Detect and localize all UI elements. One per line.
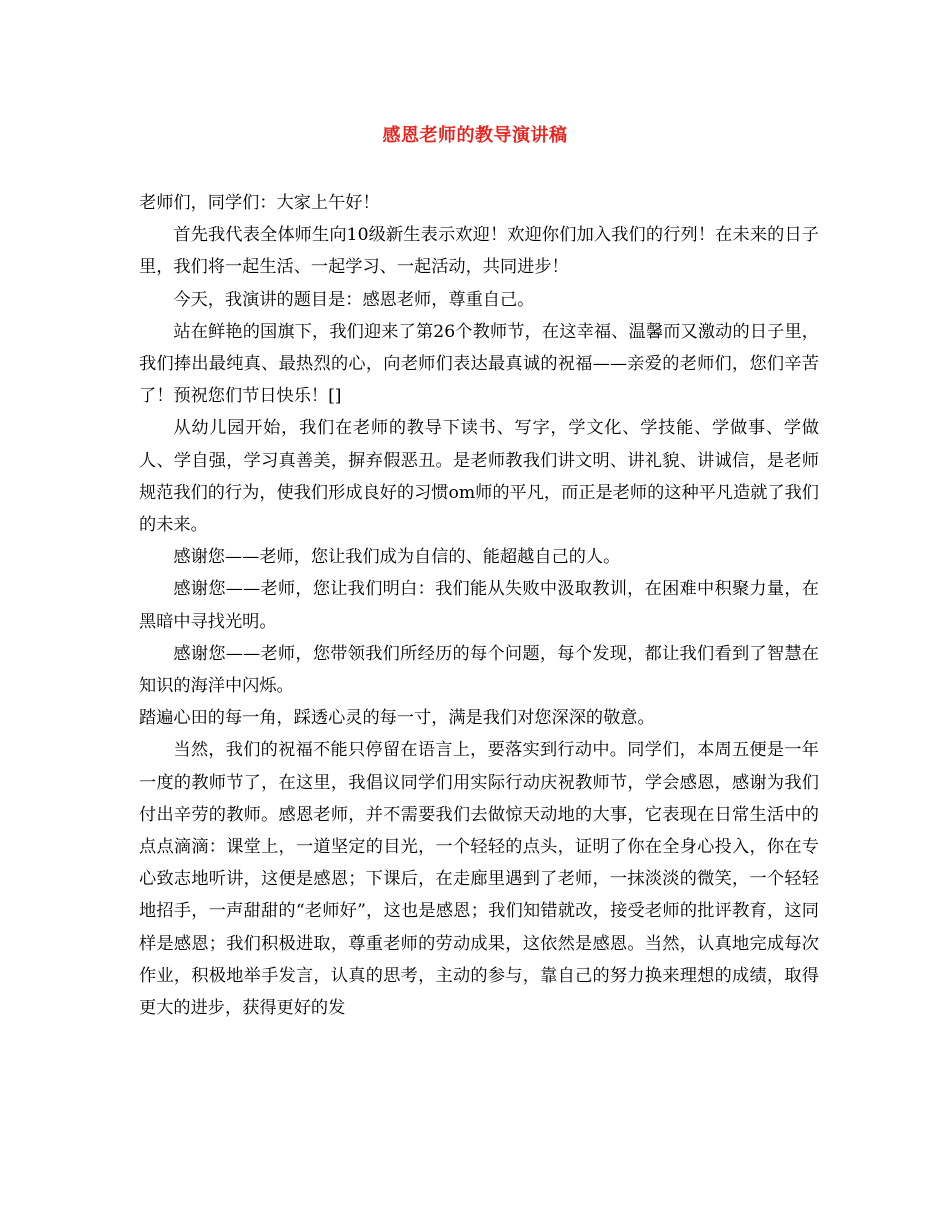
paragraph-greeting: 老师们，同学们：大家上午好！	[139, 193, 380, 213]
paragraph-teachers-day: 站在鲜艳的国旗下，我们迎来了第26个教师节，在这幸福、温馨而又激动的日子里，我们捧出最纯真、最热烈的心，向老师们表达最真诚的祝福——亲爱的老师们，您们辛苦了！预祝您们节日快乐！[]	[139, 321, 819, 407]
paragraph-thanks-2: 感谢您——老师，您让我们明白：我们能从失败中汲取教训，在困难中积聚力量，在黑暗中寻找光明。	[139, 579, 819, 632]
paragraph-thanks-1: 感谢您——老师，您让我们成为自信的、能超越自己的人。	[173, 547, 621, 568]
paragraph-topic: 今天，我演讲的题目是：感恩老师，尊重自己。	[173, 289, 535, 310]
document-body	[139, 187, 819, 1024]
paragraph-thanks-3: 感谢您——老师，您带领我们所经历的每个问题，每个发现，都让我们看到了智慧在知识的海洋中闪烁。	[139, 643, 819, 697]
paragraph-respect: 踏遍心田的每一角，踩透心灵的每一寸，满是我们对您深深的敬意。	[139, 708, 655, 729]
document-title: 感恩老师的教导演讲稿	[382, 125, 568, 146]
paragraph-welcome: 首先我代表全体师生向10级新生表示欢迎！欢迎你们加入我们的行列！在未来的日子里，我们将一起生活、一起学习、一起活动，共同进步！	[139, 225, 819, 278]
paragraph-kindergarten: 从幼儿园开始，我们在老师的教导下读书、写字，学文化、学技能、学做事、学做人、学自强，学习真善美，摒弃假恶丑。是老师教我们讲文明、讲礼貌、讲诚信，是老师规范我们的行为，使我们形成良好的习惯om师的平凡，而正是老师的这种平凡造就了我们的未来。	[139, 418, 819, 536]
paragraph-action: 当然，我们的祝福不能只停留在语言上，要落实到行动中。同学们，本周五便是一年一度的教师节了，在这里，我倡议同学们用实际行动庆祝教师节，学会感恩，感谢为我们付出辛劳的教师。感恩老师，并不需要我们去做惊天动地的大事，它表现在日常生活中的点点滴滴：课堂上，一道坚定的目光，一个轻轻的点头，证明了你在全身心投入，你在专心致志地听讲，这便是感恩；下课后，在走廊里遇到了老师，一抹淡淡的微笑，一个轻轻地招手，一声甜甜的“老师好”，这也是感恩；我们知错就改，接受老师的批评教育，这同样是感恩；我们积极进取，尊重老师的劳动成果，这依然是感恩。当然，认真地完成每次作业，积极地举手发言，认真的思考，主动的参与，靠自己的努力换来理想的成绩，取得更大的进步，获得更好的发	[139, 740, 819, 1019]
